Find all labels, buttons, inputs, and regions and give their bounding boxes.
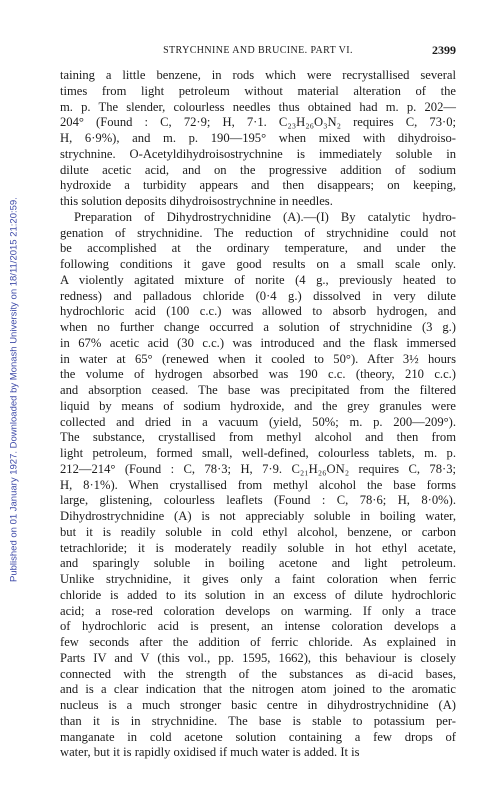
text-line: genation of strychnidine. The reduction of strychnidine could not xyxy=(60,225,456,240)
text-line: than it is in strychnidine. The base is stable to potassium per- xyxy=(60,713,456,728)
provenance-watermark: Published on 01 January 1927. Downloaded by Monash University on 18/11/2015 21:20:59. xyxy=(8,197,20,583)
text-line: A violently agitated mixture of norite (4 g., previously heated to xyxy=(60,272,456,287)
text-line: dilute acetic acid, and on the progressive addition of sodium xyxy=(60,162,456,177)
text-line: hydrochloric acid (100 c.c.) was allowed to absorb hydrogen, and xyxy=(60,304,456,319)
running-title: STRYCHNINE AND BRUCINE. PART VI. xyxy=(163,45,353,56)
running-header xyxy=(60,45,456,56)
text-line: liquid by means of sodium hydroxide, and the grey granules were xyxy=(60,398,456,413)
text-line: of hydrochloric acid is present, an intense coloration develops a xyxy=(60,619,456,634)
text-line: m. p. The slender, colourless needles thus obtained had m. p. 202— xyxy=(60,99,456,114)
text-line: large, glistening, colourless leaflets (Found : C, 78·6; H, 8·0%). xyxy=(60,493,456,508)
text-line: water, but it is rapidly oxidised if much water is added. It is xyxy=(60,745,360,760)
text-line: following conditions it gave good results on a small scale only. xyxy=(60,257,456,271)
text-line: but it is readily soluble in cold ethyl alcohol, benzene, or carbon xyxy=(60,524,456,539)
text-line: and absorption ceased. The base was precipitated from the filtered xyxy=(60,383,456,397)
text-line: H, 6·9%), and m. p. 190—195° when mixed with dihydroiso- xyxy=(60,131,456,145)
text-line: when no further change occurred a solution of strychnidine (3 g.) xyxy=(60,320,456,334)
text-line: The substance, crystallised from methyl alcohol and then from xyxy=(60,430,456,445)
text-line: H, 8·1%). When crystallised from methyl alcohol the base forms xyxy=(60,477,456,492)
text-line: collected and dried in a vacuum (yield, 50%; m. p. 200—209°). xyxy=(60,414,456,429)
text-line: Preparation of Dihydrostrychnidine (A).—(I) By catalytic hydro- xyxy=(74,209,456,224)
text-line: and is a clear indication that the nitrogen atom joined to the aromatic xyxy=(60,682,456,697)
text-line: hydroxide a turbidity appears and then disappears; on keeping, xyxy=(60,178,456,193)
text-line: and sparingly soluble in boiling acetone and light petroleum. xyxy=(60,556,456,571)
text-line: manganate in cold acetone solution containing a few drops of xyxy=(60,729,456,744)
text-line: tetrachloride; it is moderately readily soluble in hot ethyl acetate, xyxy=(60,540,456,555)
text-line: the volume of hydrogen absorbed was 190 c.c. (theory, 210 c.c.) xyxy=(60,367,456,382)
text-line: in water at 65° (renewed when it cooled to 50°). After 3½ hours xyxy=(60,351,456,366)
text-line: connected with the strength of the substances as di-acid bases, xyxy=(60,666,456,681)
text-line: 204° (Found : C, 72·9; H, 7·1. C₂₃H₂₆O₃N₂ requires C, 73·0; xyxy=(60,115,456,130)
text-line: Parts IV and V (this vol., pp. 1595, 1662), this behaviour is closely xyxy=(60,650,456,665)
text-line: taining a little benzene, in rods which were recrystallised several xyxy=(60,68,456,82)
text-line: be accomplished at the ordinary temperature, and under the xyxy=(60,241,456,256)
text-line: chloride is added to its solution in an excess of dilute hydrochloric xyxy=(60,587,456,602)
text-line: nucleus is a much stronger basic centre in dihydrostrychnidine (A) xyxy=(60,698,456,712)
article-body xyxy=(60,68,456,761)
text-line: light petroleum, formed small, well-defined, colourless tablets, m. p. xyxy=(60,446,456,460)
text-line: redness) and palladous chloride (0·4 g.) dissolved in very dilute xyxy=(60,288,456,303)
text-line: acid; a rose-red coloration develops on warming. If only a trace xyxy=(60,603,456,618)
text-line: Unlike strychnidine, it gives only a faint coloration when ferric xyxy=(60,572,456,586)
text-line: times from light petroleum without material alteration of the xyxy=(60,83,456,98)
text-line: few seconds after the addition of ferric chloride. As explained in xyxy=(60,635,456,649)
text-line: strychnine. O-Acetyldihydroisostrychnine is immediately soluble in xyxy=(60,146,456,161)
text-line: Dihydrostrychnidine (A) is not appreciably soluble in boiling water, xyxy=(60,509,456,523)
text-line: in 67% acetic acid (30 c.c.) was introduced and the flask immersed xyxy=(60,335,456,350)
text-line: 212—214° (Found : C, 78·3; H, 7·9. C₂₁H₂₆ON₂ requires C, 78·3; xyxy=(60,461,456,476)
page-number: 2399 xyxy=(432,43,456,57)
text-line: this solution deposits dihydroisostrychnine in needles. xyxy=(60,194,333,208)
